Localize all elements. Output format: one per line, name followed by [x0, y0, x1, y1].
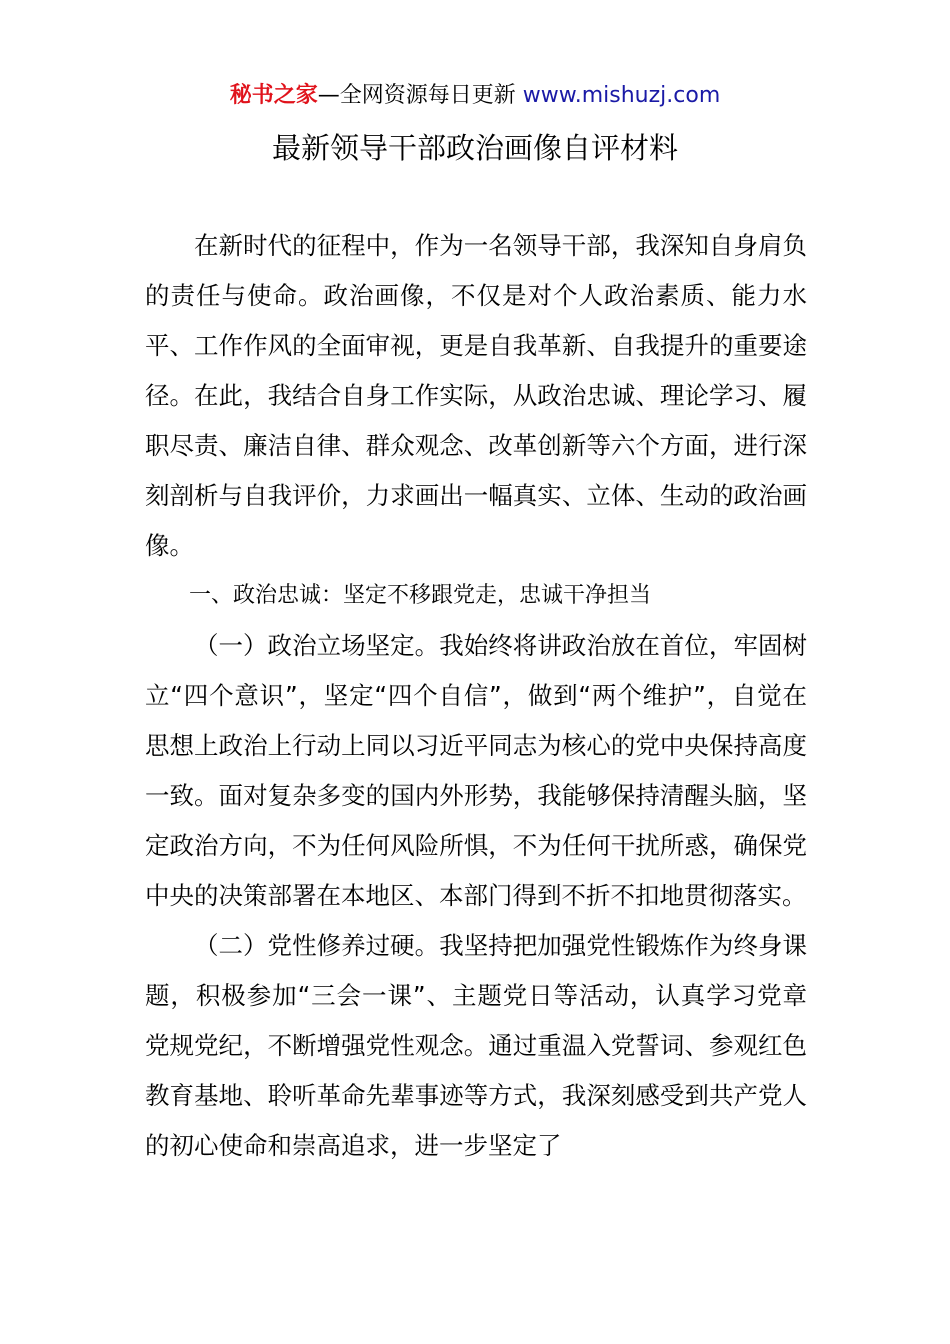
- header-tagline: —全网资源每日更新: [317, 83, 523, 108]
- paragraph-political-stance: （一）政治立场坚定。我始终将讲政治放在首位，牢固树立“四个意识”，坚定“四个自信”，做到“两个维护”，自觉在思想上政治上行动上同以习近平同志为核心的党中央保持高度一致。面对复杂多变的国内外形势，我能够保持清醒头脑，坚定政治方向，不为任何风险所惧，不为任何干扰所惑，确保党中央的决策部署在本地区、本部门得到不折不扣地贯彻落实。: [145, 631, 807, 910]
- brand-name: 秘书之家: [229, 83, 318, 108]
- intro-paragraph: 在新时代的征程中，作为一名领导干部，我深知自身肩负的责任与使命。政治画像，不仅是对个人政治素质、能力水平、工作作风的全面审视，更是自我革新、自我提升的重要途径。在此，我结合自身工作实际，从政治忠诚、理论学习、履职尽责、廉洁自律、群众观念、改革创新等六个方面，进行深刻剖析与自我评价，力求画出一幅真实、立体、生动的政治画像。: [145, 231, 807, 560]
- site-header: [0, 80, 950, 112]
- site-url-link[interactable]: www.mishuzj.com: [522, 83, 721, 108]
- document-title: 最新领导干部政治画像自评材料: [271, 131, 678, 165]
- section-heading-1: 一、政治忠诚：坚定不移跟党走，忠诚干净担当: [189, 583, 652, 608]
- document-body: [145, 221, 807, 1171]
- paragraph-party-spirit: （二）党性修养过硬。我坚持把加强党性锻炼作为终身课题，积极参加“三会一课”、主题党日等活动，认真学习党章党规党纪，不断增强党性观念。通过重温入党誓词、参观红色教育基地、聆听革命先辈事迹等方式，我深刻感受到共产党人的初心使命和崇高追求，进一步坚定了: [145, 931, 807, 1160]
